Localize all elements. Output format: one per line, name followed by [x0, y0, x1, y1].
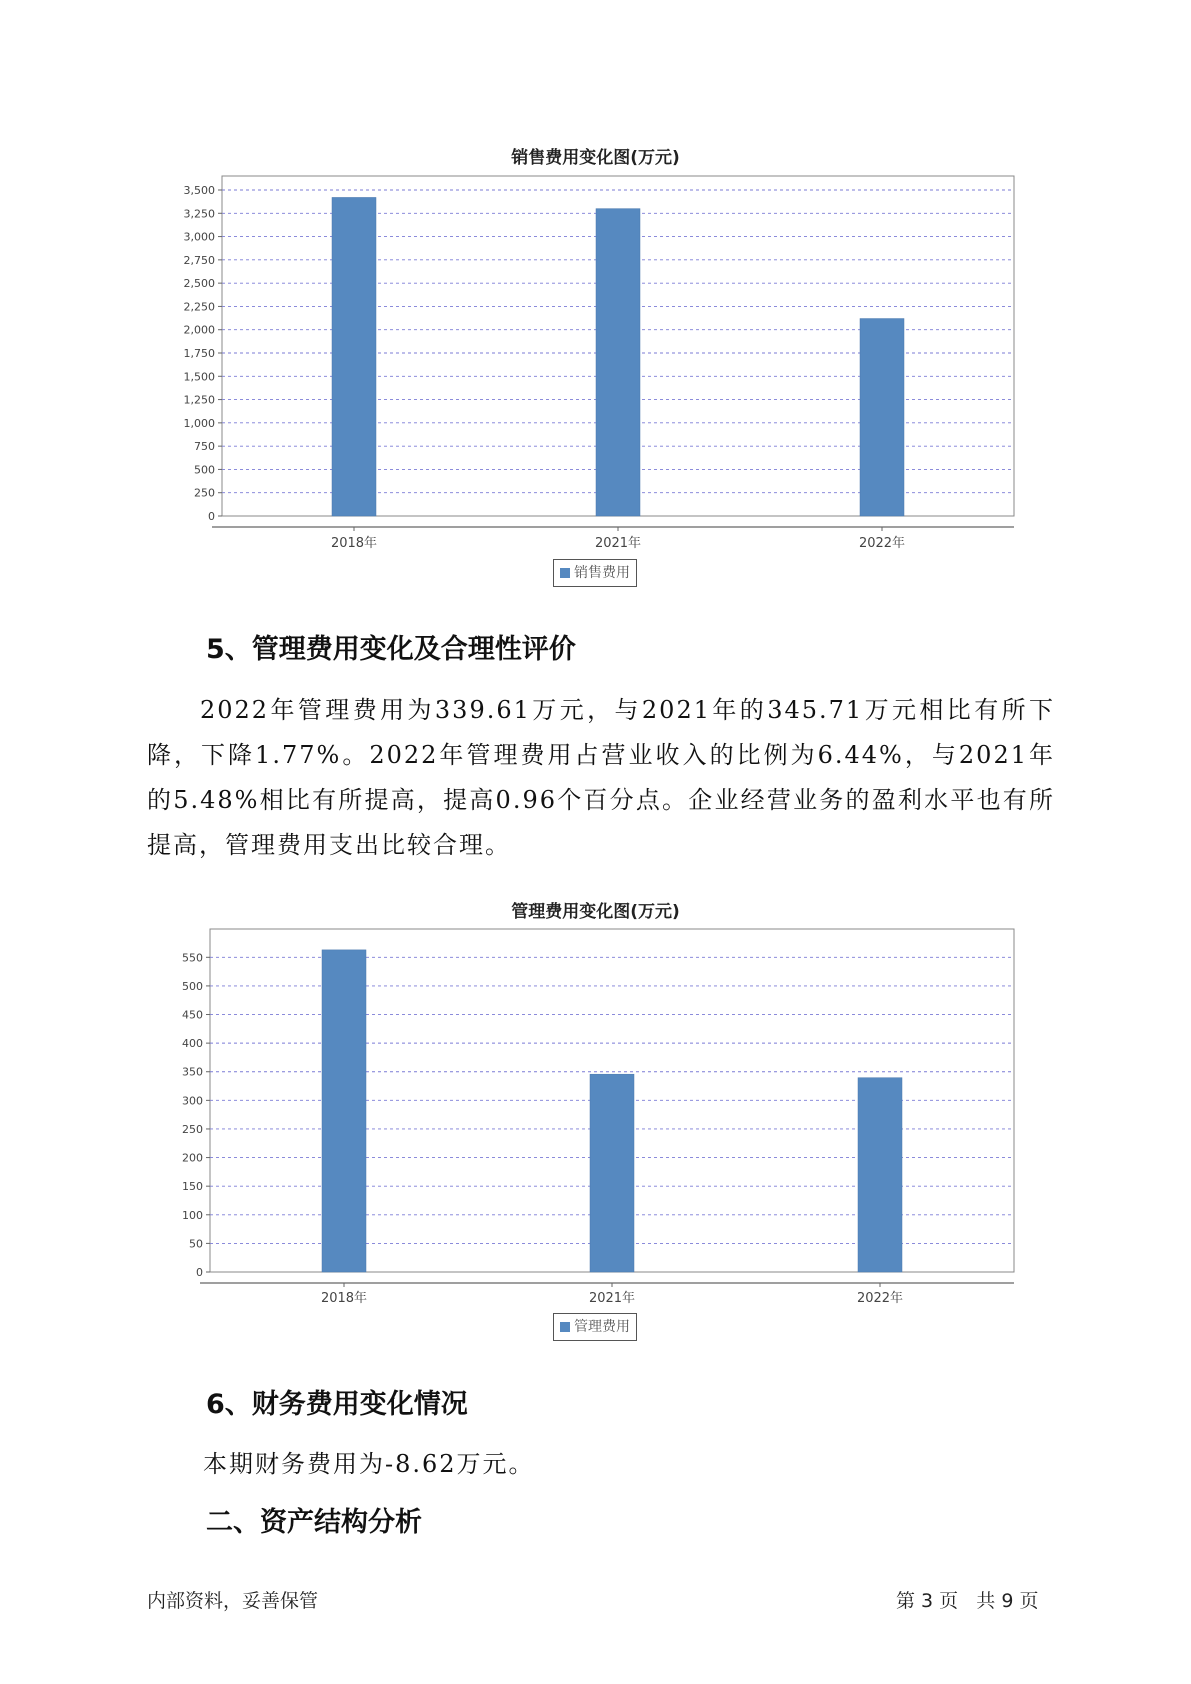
y-tick-label: 2,500 — [183, 277, 215, 291]
bar-2 — [590, 1074, 634, 1272]
y-tick-label: 3,500 — [183, 184, 215, 197]
chart1-title: 销售费用变化图(万元) — [511, 148, 680, 168]
x-tick-label: 2018年 — [320, 1291, 368, 1306]
y-tick-label: 150 — [182, 1180, 203, 1194]
y-tick-label: 1,750 — [183, 347, 215, 360]
y-tick-label: 100 — [182, 1208, 203, 1222]
section5-paragraph: 2022年管理费用为339.61万元，与2021年的345.71万元相比有所下降，下降1.77%。2022年管理费用占营业收入的比例为6.44%，与2021年的5.48%相比有所提高，提高0.96个百分点。企业经营业务的盈利水平也有所提高，管理费用支出比较合理。 — [147, 696, 1055, 859]
y-tick-label: 450 — [182, 1008, 203, 1022]
section5-heading: 5、管理费用变化及合理性评价 — [206, 634, 576, 665]
y-tick-label: 2,250 — [183, 300, 215, 314]
y-tick-label: 750 — [194, 440, 215, 454]
bar-2 — [596, 209, 640, 516]
y-tick-label: 500 — [194, 463, 215, 477]
y-tick-label: 500 — [182, 979, 203, 993]
x-tick-label: 2021年 — [588, 1291, 636, 1306]
y-tick-label: 1,500 — [183, 370, 215, 384]
x-tick-label: 2021年 — [594, 536, 642, 551]
legend-swatch-icon — [560, 568, 570, 578]
chart2-legend-label: 管理费用 — [574, 1319, 630, 1335]
y-tick-label: 400 — [182, 1037, 203, 1051]
footer-confidential-note: 内部资料，妥善保管 — [147, 1590, 319, 1612]
legend-swatch-icon — [560, 1322, 570, 1332]
sales-expense-chart — [0, 170, 1191, 560]
y-tick-label: 1,000 — [183, 416, 215, 430]
admin-expense-chart — [0, 925, 1191, 1315]
section-two-heading: 二、资产结构分析 — [206, 1507, 422, 1538]
chart2-title: 管理费用变化图(万元) — [511, 902, 680, 922]
y-tick-label: 2,750 — [183, 253, 215, 267]
y-tick-label: 0 — [208, 510, 215, 523]
y-tick-label: 250 — [182, 1122, 203, 1136]
footer-page-number: 第 3 页 共 9 页 — [896, 1590, 1039, 1612]
y-tick-label: 1,250 — [183, 393, 215, 407]
x-tick-label: 2018年 — [330, 536, 378, 551]
y-tick-label: 350 — [182, 1065, 203, 1079]
chart1-legend — [553, 559, 637, 587]
y-tick-label: 3,000 — [183, 230, 215, 244]
bar-1 — [332, 197, 376, 516]
section6-paragraph: 本期财务费用为-8.62万元。 — [203, 1450, 535, 1478]
y-tick-label: 550 — [182, 951, 203, 965]
y-tick-label: 300 — [182, 1094, 203, 1108]
y-tick-label: 250 — [194, 486, 215, 500]
bar-3 — [858, 1078, 902, 1272]
chart2-legend — [553, 1313, 637, 1341]
y-tick-label: 3,250 — [183, 207, 215, 221]
chart1-legend-label: 销售费用 — [574, 565, 630, 581]
bar-3 — [860, 319, 904, 516]
y-tick-label: 0 — [196, 1266, 203, 1279]
x-tick-label: 2022年 — [856, 1291, 904, 1306]
bar-1 — [322, 950, 366, 1272]
y-tick-label: 2,000 — [183, 323, 215, 337]
section6-heading: 6、财务费用变化情况 — [206, 1389, 468, 1420]
y-tick-label: 50 — [189, 1237, 203, 1251]
y-tick-label: 200 — [182, 1151, 203, 1165]
x-tick-label: 2022年 — [858, 536, 906, 551]
